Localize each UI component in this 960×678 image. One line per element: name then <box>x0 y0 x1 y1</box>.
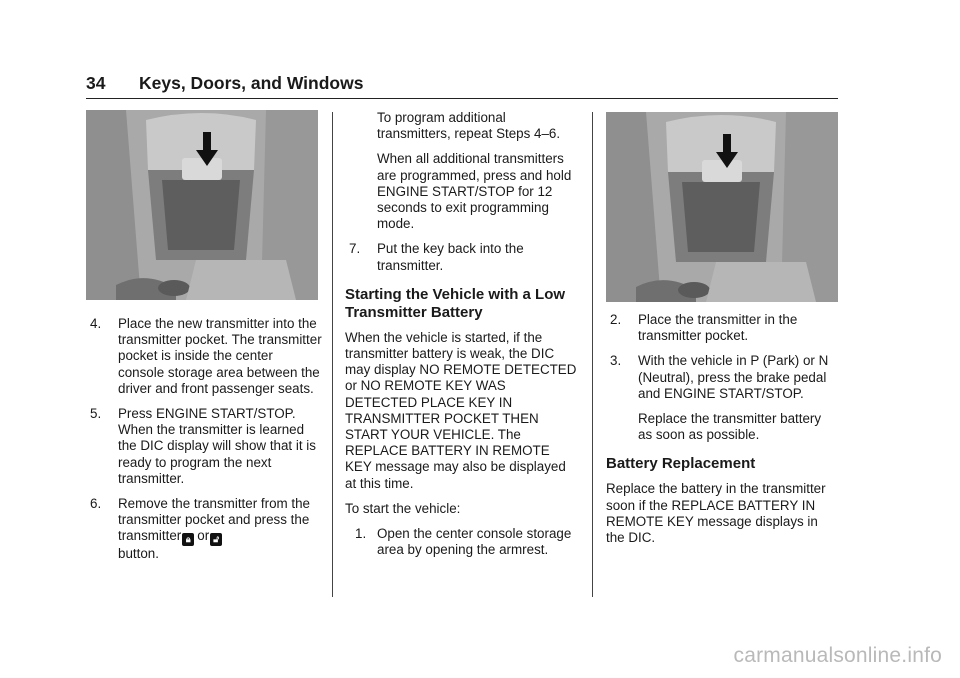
step-2 <box>606 312 838 344</box>
step-1 <box>345 526 579 558</box>
console-photo <box>86 110 318 300</box>
section-title: Keys, Doors, and Windows <box>139 73 364 93</box>
page-number: 34 <box>86 73 106 93</box>
step-text <box>118 496 322 563</box>
column-divider <box>332 112 333 597</box>
step-number: 5. <box>90 406 102 422</box>
column-divider <box>592 112 593 597</box>
continuation-text: When all additional transmitters are programmed, press and hold ENGINE START/STOP for 12 seconds to exit programming mode. <box>377 151 572 232</box>
page-header <box>86 70 838 99</box>
step-text: Put the key back into the transmitter. <box>377 241 524 273</box>
body-paragraph: When the vehicle is started, if the transmitter battery is weak, the DIC may display NO REMOTE DETECTED or NO REMOTE KEY WAS DETECTED PLACE KEY IN TRANSMITTER POCKET THEN START YOUR VEHICLE. The REPLACE BATTERY IN REMOTE KEY message may also be displayed at this time. <box>345 329 577 491</box>
step-subtext: Replace the transmitter battery as soon as possible. <box>638 411 822 443</box>
step-3 <box>606 353 838 443</box>
step-number: 2. <box>610 312 622 327</box>
continuation-text: To program additional transmitters, repeat Steps 4–6. <box>377 110 561 142</box>
column-left <box>86 110 322 572</box>
section-heading: Starting the Vehicle with a Low Transmitter Battery <box>345 285 566 321</box>
body-paragraph: Replace the battery in the transmitter soon if the REPLACE BATTERY IN REMOTE KEY message displays in the DIC. <box>606 481 826 546</box>
step-text: Open the center console storage area by opening the armrest. <box>377 526 572 558</box>
step-number: 1. <box>355 526 367 542</box>
step-text: Place the transmitter in the transmitter pocket. <box>638 312 798 344</box>
console-photo <box>606 112 838 302</box>
step-number: 6. <box>90 496 102 512</box>
lock-icon: 🔒︎ <box>182 533 194 546</box>
column-right <box>606 110 838 555</box>
step-text-after: button. <box>118 546 159 562</box>
step-text: Press ENGINE START/STOP. When the transmitter is learned the DIC display will show that it is ready to program the next transmitter. <box>118 406 316 486</box>
section-heading: Battery Replacement <box>606 455 756 473</box>
unlock-icon: 🔓︎ <box>210 533 222 546</box>
step-6 <box>86 496 322 563</box>
body-paragraph: To start the vehicle: <box>345 500 461 516</box>
step-5 <box>86 406 322 487</box>
step-number: 4. <box>90 316 102 331</box>
step-7 <box>345 241 579 273</box>
column-middle <box>345 110 579 567</box>
step-number: 7. <box>349 241 361 257</box>
step-4 <box>86 316 322 397</box>
step-text-before: Remove the transmitter from the transmitter pocket and press the transmitter <box>118 496 311 544</box>
watermark: carmanualsonline.info <box>733 644 942 667</box>
step-text: Place the new transmitter into the transmitter pocket. The transmitter pocket is inside the center console storage area between the driver and front passenger seats. <box>118 316 322 396</box>
step-number: 3. <box>610 353 622 369</box>
step-text: With the vehicle in P (Park) or N (Neutral), press the brake pedal and ENGINE START/STOP. <box>638 353 829 401</box>
or-text: or <box>197 528 210 544</box>
